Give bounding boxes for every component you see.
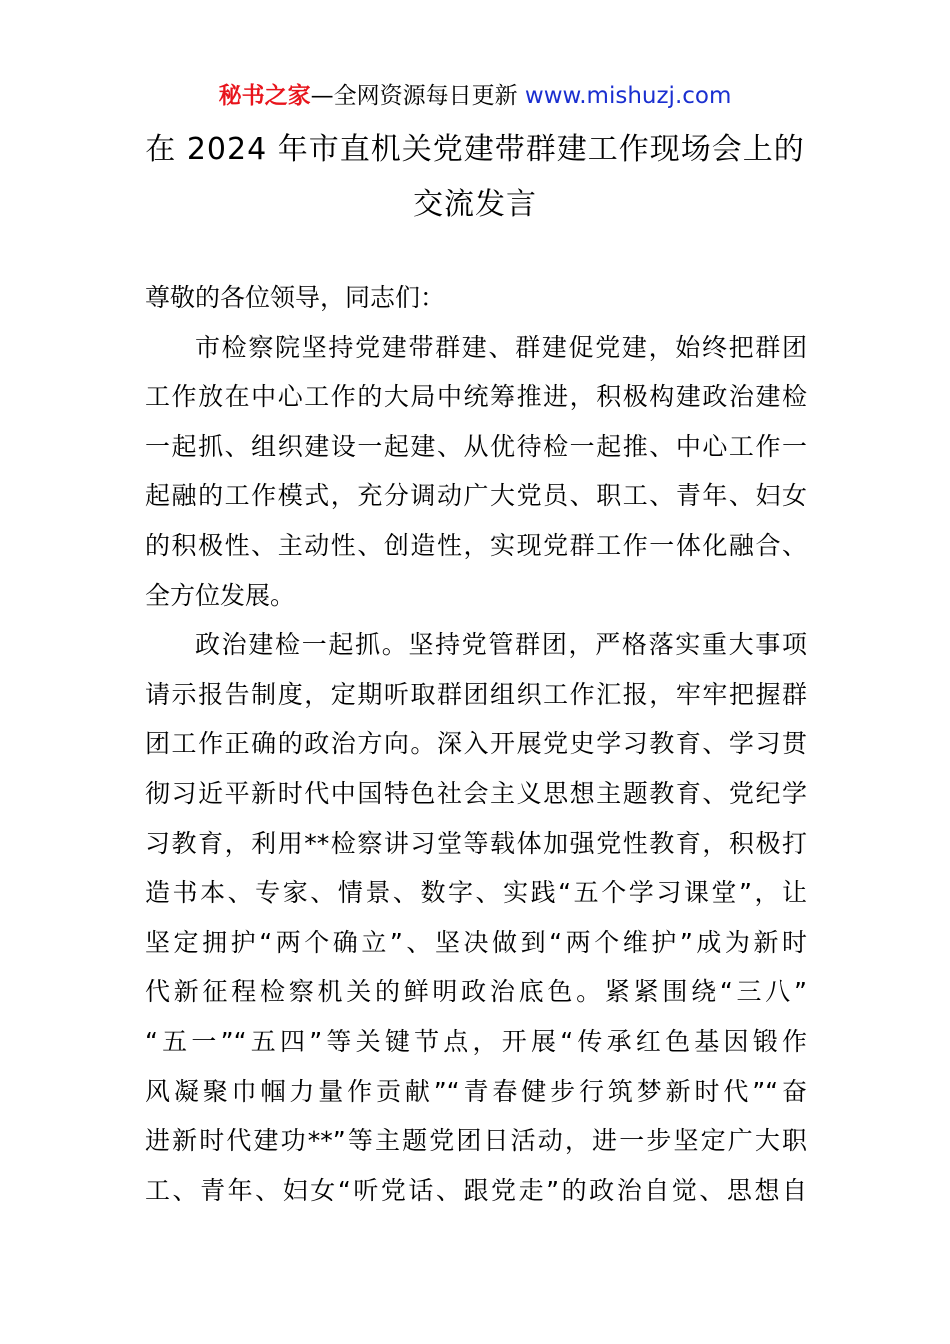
document-body bbox=[145, 273, 807, 1215]
body-line: 造书本、专家、情景、数字、实践“五个学习课堂”，让 bbox=[145, 878, 807, 908]
document-title bbox=[0, 128, 950, 227]
site-tagline: —全网资源每日更新 bbox=[310, 83, 518, 109]
body-line: 工作放在中心工作的大局中统筹推进，积极构建政治建检 bbox=[145, 382, 807, 412]
body-line: 工、青年、妇女“听党话、跟党走”的政治自觉、思想自 bbox=[145, 1175, 807, 1205]
body-line: 请示报告制度，定期听取群团组织工作汇报，牢牢把握群 bbox=[145, 679, 807, 709]
body-line: 起融的工作模式，充分调动广大党员、职工、青年、妇女 bbox=[145, 481, 807, 511]
title-line: 交流发言 bbox=[413, 187, 537, 222]
body-line: 风凝聚巾帼力量作贡献”“青春健步行筑梦新时代”“奋 bbox=[145, 1076, 807, 1106]
salutation: 尊敬的各位领导，同志们： bbox=[145, 283, 446, 312]
body-line: 一起抓、组织建设一起建、从优待检一起推、中心工作一 bbox=[145, 431, 807, 461]
body-line: 政治建检一起抓。坚持党管群团，严格落实重大事项 bbox=[195, 630, 807, 660]
site-url-link[interactable]: www.mishuzj.com bbox=[524, 83, 732, 109]
body-line: 彻习近平新时代中国特色社会主义思想主题教育、党纪学 bbox=[145, 778, 807, 808]
body-line: 进新时代建功**”等主题党团日活动，进一步坚定广大职 bbox=[145, 1126, 807, 1156]
body-line: 代新征程检察机关的鲜明政治底色。紧紧围绕“三八” bbox=[145, 977, 807, 1007]
body-line: “五一”“五四”等关键节点，开展“传承红色基因锻作 bbox=[145, 1026, 807, 1056]
body-line: 市检察院坚持党建带群建、群建促党建，始终把群团 bbox=[195, 332, 807, 362]
title-line: 在 2024 年市直机关党建带群建工作现场会上的 bbox=[145, 132, 805, 167]
body-line: 的积极性、主动性、创造性，实现党群工作一体化融合、 bbox=[145, 530, 807, 560]
body-line: 团工作正确的政治方向。深入开展党史学习教育、学习贯 bbox=[145, 729, 807, 759]
body-line: 全方位发展。 bbox=[145, 580, 296, 610]
body-line: 坚定拥护“两个确立”、坚决做到“两个维护”成为新时 bbox=[145, 927, 807, 957]
site-header bbox=[0, 80, 950, 112]
body-line: 习教育，利用**检察讲习堂等载体加强党性教育，积极打 bbox=[145, 828, 807, 858]
site-brand: 秘书之家 bbox=[218, 83, 311, 109]
